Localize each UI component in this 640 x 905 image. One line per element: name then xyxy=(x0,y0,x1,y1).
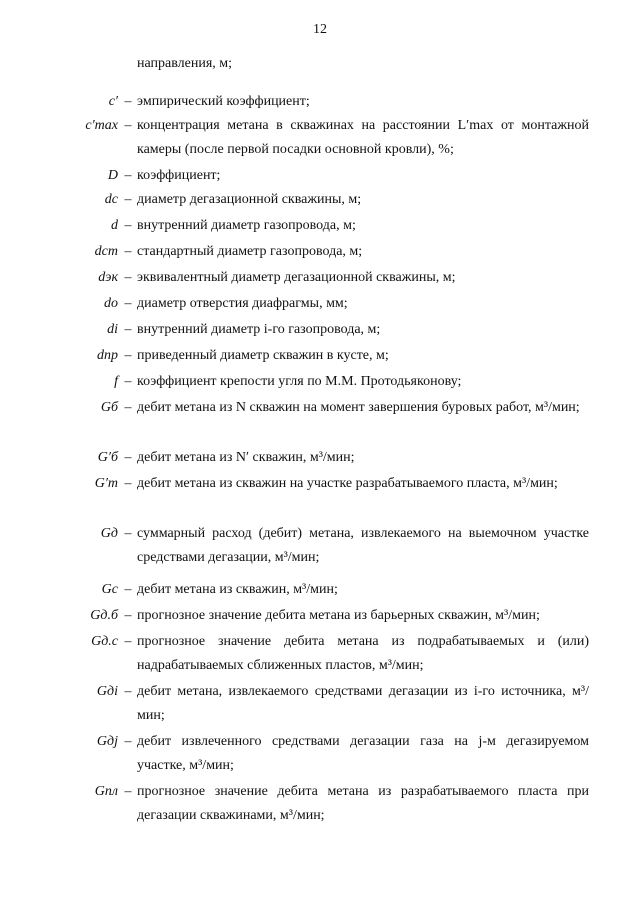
notation-entry xyxy=(0,240,640,264)
definition: концентрация метана в скважинах на расстоянии L′max от монтажной камеры (после первой посадки основной кровли), %; xyxy=(137,118,589,157)
notation-entry xyxy=(0,114,640,162)
symbol: Gб xyxy=(100,400,118,415)
notation-entry xyxy=(0,630,640,678)
definition: дебит извлеченного средствами дегазации газа на j-м дегазируемом участке, м³/мин; xyxy=(137,734,589,773)
notation-entry xyxy=(0,344,640,368)
notation-entry xyxy=(0,292,640,316)
definition: внутренний диаметр i-го газопровода, м; xyxy=(137,322,381,337)
notation-entry xyxy=(0,164,640,188)
symbol: Gд xyxy=(100,526,118,541)
notation-entry xyxy=(0,370,640,394)
dash: – xyxy=(124,400,132,415)
notation-entry xyxy=(0,188,640,212)
symbol: d xyxy=(111,218,118,233)
notation-entry xyxy=(0,522,640,570)
dash: – xyxy=(124,476,132,491)
symbol: Gдi xyxy=(96,684,118,699)
notation-entry xyxy=(0,578,640,602)
dash: – xyxy=(124,734,132,749)
notation-entry xyxy=(0,472,640,496)
symbol: c′ xyxy=(108,94,118,109)
symbol: Gд.б xyxy=(90,608,118,623)
notation-entry xyxy=(0,90,640,114)
notation-entry xyxy=(0,730,640,778)
dash: – xyxy=(124,270,132,285)
symbol: c′max xyxy=(85,118,118,133)
symbol: dпр xyxy=(97,348,118,363)
symbol: di xyxy=(107,322,118,337)
definition: дебит метана из N′ скважин, м³/мин; xyxy=(137,450,355,465)
dash: – xyxy=(124,784,132,799)
definition: стандартный диаметр газопровода, м; xyxy=(137,244,363,259)
dash: – xyxy=(124,94,132,109)
dash: – xyxy=(124,374,132,389)
definition: дебит метана, извлекаемого средствами дегазации из i-го источника, м³/мин; xyxy=(137,684,589,723)
notation-entry xyxy=(0,396,640,420)
definition: приведенный диаметр скважин в кусте, м; xyxy=(137,348,389,363)
definition: суммарный расход (дебит) метана, извлекаемого на выемочном участке средствами дегазации, м³/мин; xyxy=(137,526,589,565)
intro-line: направления, м; xyxy=(137,56,233,71)
symbol: dст xyxy=(94,244,118,259)
symbol: G′т xyxy=(94,476,118,491)
dash: – xyxy=(124,684,132,699)
symbol: G′б xyxy=(97,450,118,465)
symbol: f xyxy=(114,374,118,389)
definition: коэффициент; xyxy=(137,168,221,183)
definition: прогнозное значение дебита метана из разрабатываемого пласта при дегазации скважинами, м³/мин; xyxy=(137,784,589,823)
dash: – xyxy=(124,608,132,623)
definition: прогнозное значение дебита метана из подрабатываемых и (или) надрабатываемых сближенных пластов, м³/мин; xyxy=(137,634,589,673)
notation-entry xyxy=(0,214,640,238)
notation-entry xyxy=(0,266,640,290)
symbol: dо xyxy=(104,296,118,311)
definition: дебит метана из N скважин на момент завершения буровых работ, м³/мин; xyxy=(137,400,580,415)
dash: – xyxy=(124,168,132,183)
page-number: 12 xyxy=(313,22,327,37)
symbol: dс xyxy=(104,192,118,207)
symbol: Gдj xyxy=(96,734,118,749)
dash: – xyxy=(124,450,132,465)
dash: – xyxy=(124,582,132,597)
dash: – xyxy=(124,526,132,541)
dash: – xyxy=(124,244,132,259)
definition: эмпирический коэффициент; xyxy=(137,94,310,109)
dash: – xyxy=(124,118,132,133)
symbol: dэк xyxy=(98,270,118,285)
notation-entry xyxy=(0,318,640,342)
dash: – xyxy=(124,218,132,233)
symbol: Gпл xyxy=(94,784,118,799)
definition: прогнозное значение дебита метана из барьерных скважин, м³/мин; xyxy=(137,608,540,623)
definition: внутренний диаметр газопровода, м; xyxy=(137,218,356,233)
symbol: Gд.с xyxy=(91,634,118,649)
dash: – xyxy=(124,192,132,207)
dash: – xyxy=(124,322,132,337)
definition: коэффициент крепости угля по М.М. Протодьяконову; xyxy=(137,374,462,389)
definition: дебит метана из скважин на участке разрабатываемого пласта, м³/мин; xyxy=(137,476,558,491)
symbol: Gс xyxy=(101,582,118,597)
notation-entry xyxy=(0,680,640,728)
definition: дебит метана из скважин, м³/мин; xyxy=(137,582,338,597)
notation-entry xyxy=(0,780,640,828)
notation-entry xyxy=(0,604,640,628)
definition: диаметр дегазационной скважины, м; xyxy=(137,192,362,207)
definition: эквивалентный диаметр дегазационной скважины, м; xyxy=(137,270,456,285)
symbol: D xyxy=(107,168,118,183)
definition: диаметр отверстия диафрагмы, мм; xyxy=(137,296,348,311)
dash: – xyxy=(124,296,132,311)
notation-entry xyxy=(0,446,640,470)
dash: – xyxy=(124,634,132,649)
dash: – xyxy=(124,348,132,363)
